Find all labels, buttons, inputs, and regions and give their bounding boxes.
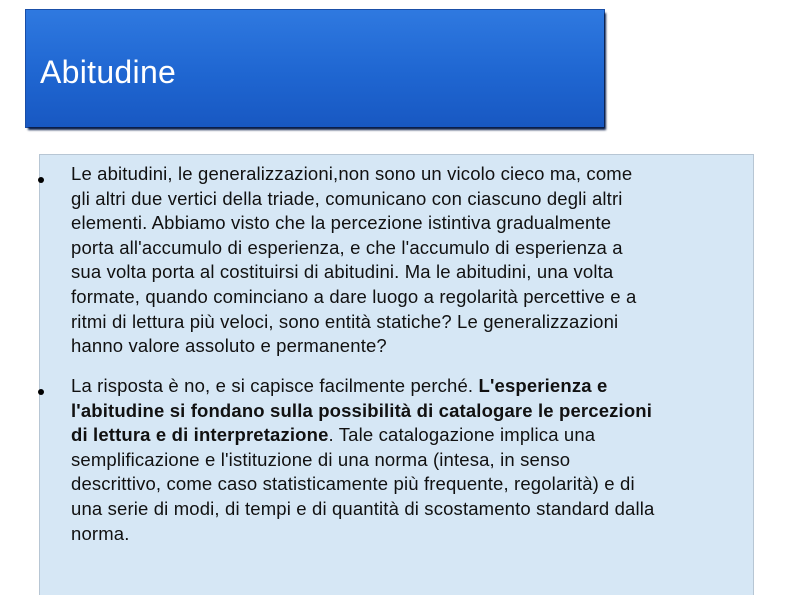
text-line: hanno valore assoluto e permanente? bbox=[71, 335, 387, 357]
text-line: elementi. Abbiamo visto che la percezione istintiva gradualmente bbox=[71, 212, 612, 234]
text-line-bold: l'abitudine si fondano sulla possibilità di catalogare le percezioni bbox=[71, 399, 653, 421]
bullet-dot-icon bbox=[38, 389, 44, 395]
bullet-text-1 bbox=[71, 162, 755, 359]
bullet-text-2 bbox=[71, 374, 755, 546]
text-run: . Tale catalogazione implica una bbox=[328, 424, 596, 446]
slide-content-panel bbox=[39, 154, 754, 595]
text-line: sua volta porta al costituirsi di abitudini. Ma le abitudini, una volta bbox=[71, 261, 614, 283]
text-run: La risposta è no, e si capisce facilmente perché. bbox=[71, 375, 479, 396]
text-line bbox=[71, 374, 755, 399]
text-line: ritmi di lettura più veloci, sono entità statiche? Le generalizzazioni bbox=[71, 310, 619, 332]
bullet-dot-icon bbox=[38, 177, 44, 183]
slide-title-banner bbox=[26, 10, 604, 127]
text-line: norma. bbox=[71, 522, 130, 544]
text-line bbox=[71, 423, 755, 448]
text-line: gli altri due vertici della triade, comunicano con ciascuno degli altri bbox=[71, 187, 623, 209]
slide-title: Abitudine bbox=[40, 54, 177, 90]
text-run-bold: di lettura e di interpretazione bbox=[71, 424, 329, 446]
text-line: una serie di modi, di tempi e di quantità di scostamento standard dalla bbox=[71, 497, 655, 519]
text-run-bold: L'esperienza e bbox=[478, 375, 608, 396]
text-line: descrittivo, come caso statisticamente più frequente, regolarità) e di bbox=[71, 473, 635, 495]
text-line: Le abitudini, le generalizzazioni,non sono un vicolo cieco ma, come bbox=[71, 163, 633, 184]
text-line: semplificazione e l'istituzione di una norma (intesa, in senso bbox=[71, 448, 571, 470]
text-line: formate, quando cominciano a dare luogo a regolarità percettive e a bbox=[71, 285, 637, 307]
text-line: porta all'accumulo di esperienza, e che l'accumulo di esperienza a bbox=[71, 236, 623, 258]
